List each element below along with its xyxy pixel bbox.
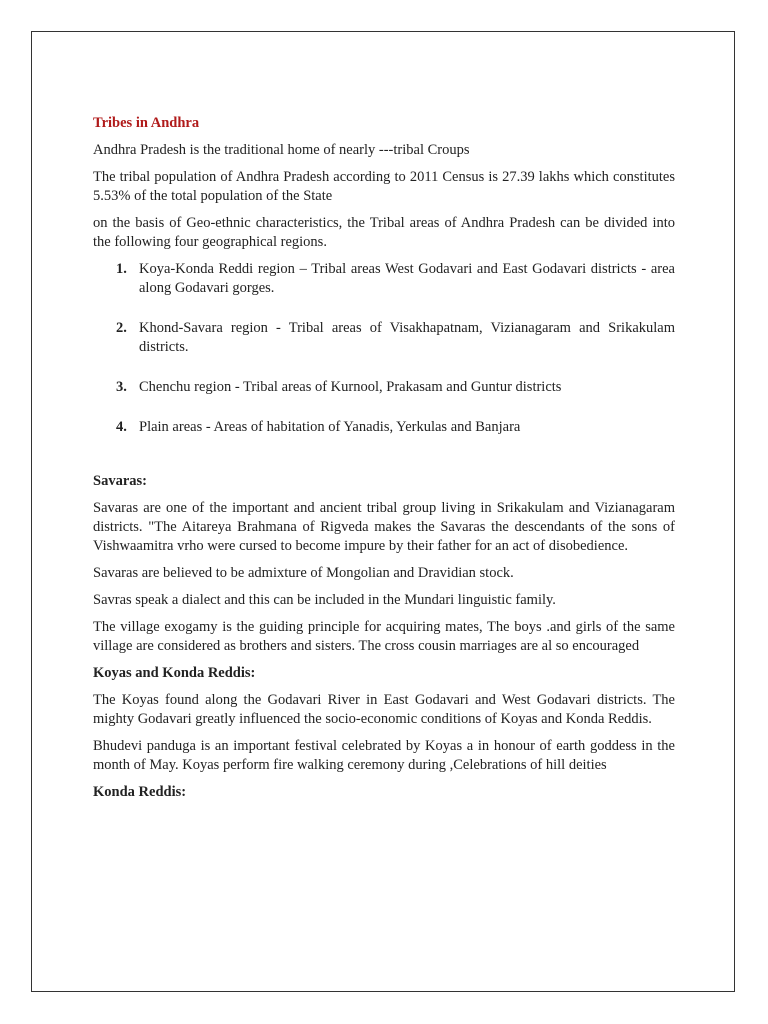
- list-item-text: Khond-Savara region - Tribal areas of Visakhapatnam, Vizianagaram and Srikakulam districts.: [139, 320, 675, 355]
- koyas-paragraph: The Koyas found along the Godavari River in East Godavari and West Godavari districts. The mighty Godavari greatly influenced the socio-economic conditions of Koyas and Konda Reddis.: [93, 692, 675, 727]
- intro-paragraph: Andhra Pradesh is the traditional home of nearly ---tribal Croups: [93, 142, 470, 158]
- list-item: [93, 319, 675, 357]
- list-item: [93, 260, 675, 298]
- section-heading-savaras: Savaras:: [93, 473, 147, 489]
- list-number: 1.: [116, 261, 127, 277]
- intro-paragraph: on the basis of Geo-ethnic characteristics, the Tribal areas of Andhra Pradesh can be divided into the following four geographical regions.: [93, 215, 675, 250]
- list-item: [93, 378, 675, 397]
- savaras-paragraph: The village exogamy is the guiding principle for acquiring mates, The boys .and girls of the same village are considered as brothers and sisters. The cross cousin marriages are al so encouraged: [93, 619, 675, 654]
- list-number: 4.: [116, 419, 127, 435]
- list-item-text: Chenchu region - Tribal areas of Kurnool, Prakasam and Guntur districts: [139, 379, 562, 395]
- section-heading-konda-reddis: Konda Reddis:: [93, 784, 187, 800]
- savaras-paragraph: Savaras are believed to be admixture of Mongolian and Dravidian stock.: [93, 565, 514, 581]
- list-item: [93, 418, 675, 437]
- regions-list: [93, 260, 675, 437]
- section-heading-koyas: Koyas and Konda Reddis:: [93, 665, 256, 681]
- list-number: 3.: [116, 379, 127, 395]
- koyas-paragraph: Bhudevi panduga is an important festival celebrated by Koyas a in honour of earth goddess in the month of May. Koyas perform fire walking ceremony during ,Celebrations of hill deities: [93, 738, 675, 773]
- list-item-text: Koya-Konda Reddi region – Tribal areas West Godavari and East Godavari districts - area along Godavari gorges.: [139, 261, 675, 296]
- document-body: [93, 114, 675, 810]
- intro-paragraph: The tribal population of Andhra Pradesh according to 2011 Census is 27.39 lakhs which constitutes 5.53% of the total population of the State: [93, 169, 675, 204]
- savaras-paragraph: Savras speak a dialect and this can be included in the Mundari linguistic family.: [93, 592, 556, 608]
- list-item-text: Plain areas - Areas of habitation of Yanadis, Yerkulas and Banjara: [139, 419, 521, 435]
- savaras-paragraph: Savaras are one of the important and ancient tribal group living in Srikakulam and Vizianagaram districts. "The Aitareya Brahmana of Rigveda makes the Savaras the descendants of the sons of Vishwaamitra vrho were cursed to become impure by their father for an act of disobedience.: [93, 500, 675, 554]
- document-title: Tribes in Andhra: [93, 115, 200, 131]
- list-number: 2.: [116, 320, 127, 336]
